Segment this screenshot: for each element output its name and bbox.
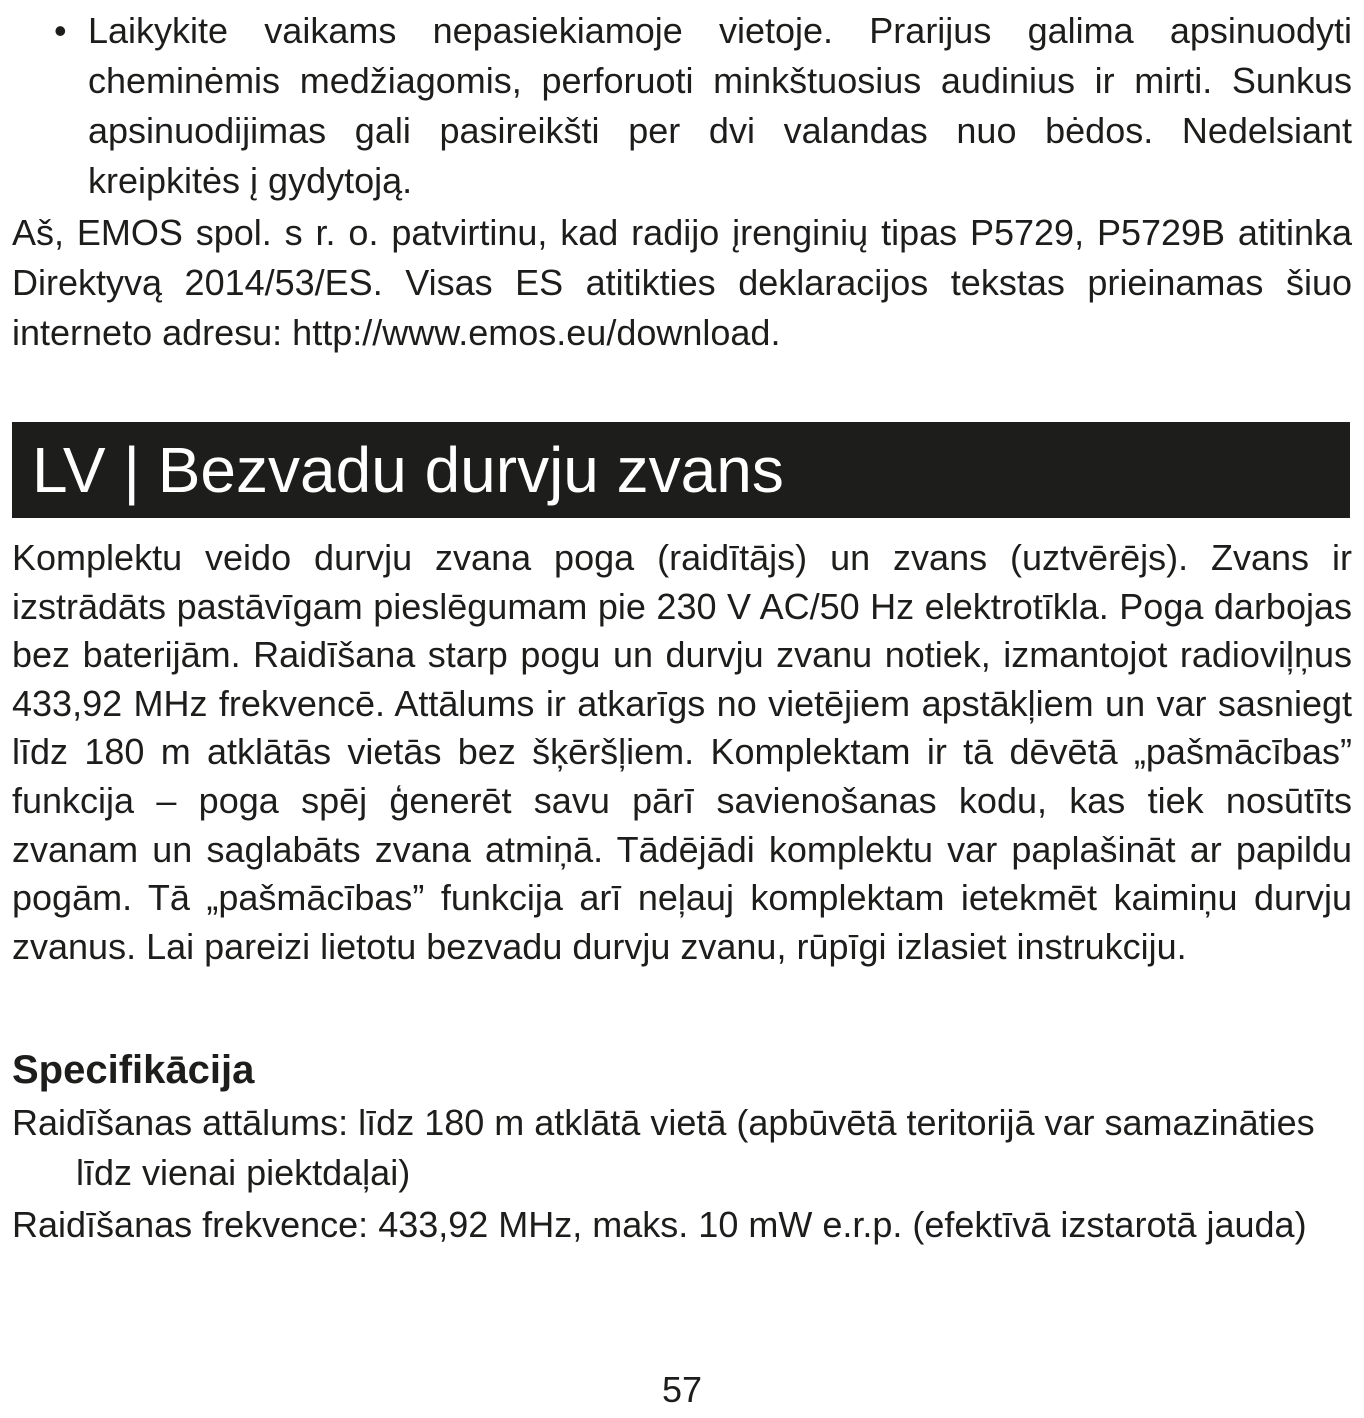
spec-item-range: Raidīšanas attālums: līdz 180 m atklātā vietā (apbūvētā teritorijā var samazināties līdz vienai piektdaļai) xyxy=(12,1102,1315,1193)
section-title-bar xyxy=(12,422,1350,518)
intro-paragraph: Komplektu veido durvju zvana poga (raidītājs) un zvans (uztvērējs). Zvans ir izstrādāts pastāvīgam pieslēgumam pie 230 V AC/50 Hz elektrotīkla. Poga darbojas bez baterijām. Raidīšana starp pogu un durvju zvanu notiek, izmantojot radioviļņus 433,92 MHz frekvencē. Attālums ir atkarīgs no vietējiem apstākļiem un var sasniegt līdz 180 m atklātās vietās bez šķēršļiem. Komplektam ir tā dēvētā „pašmācības” funkcija – poga spēj ģenerēt savu pārī savienošanas kodu, kas tiek nosūtīts zvanam un saglabāts zvana atmiņā. Tādējādi komplektu var paplašināt ar papildu pogām. Tā „pašmācības” funkcija arī neļauj komplektam ietekmēt kaimiņu durvju zvanus. Lai pareizi lietotu bezvadu durvju zvanu, rūpīgi izlasiet instrukciju. xyxy=(12,537,1352,967)
page-content xyxy=(12,0,1352,358)
page-number: 57 xyxy=(661,1369,703,1410)
spec-item-frequency: Raidīšanas frekvence: 433,92 MHz, maks. 10 mW e.r.p. (efektīvā izstarotā jauda) xyxy=(12,1204,1307,1245)
specification-heading: Specifikācija xyxy=(12,1048,255,1092)
specification-list xyxy=(12,1098,1342,1252)
warning-text: Laikykite vaikams nepasiekiamoje vietoje. Prarijus galima apsinuodyti cheminėmis medžiagomis, perforuoti minkštuosius audinius ir mirti. Sunkus apsinuodijimas gali pasireikšti per dvi valandas nuo bėdos. Nedelsiant kreipkitės į gydytoją. xyxy=(88,10,1352,201)
conformity-declaration: Aš, EMOS spol. s r. o. patvirtinu, kad radijo įrenginių tipas P5729, P5729B atitinka Direktyvą 2014/53/ES. Visas ES atitikties deklaracijos tekstas prieinamas šiuo interneto adresu: http://www.emos.eu/download. xyxy=(12,212,1352,353)
section-title: LV | Bezvadu durvju zvans xyxy=(32,434,784,506)
warning-bullet xyxy=(12,6,1352,206)
bullet-marker: • xyxy=(54,10,67,51)
